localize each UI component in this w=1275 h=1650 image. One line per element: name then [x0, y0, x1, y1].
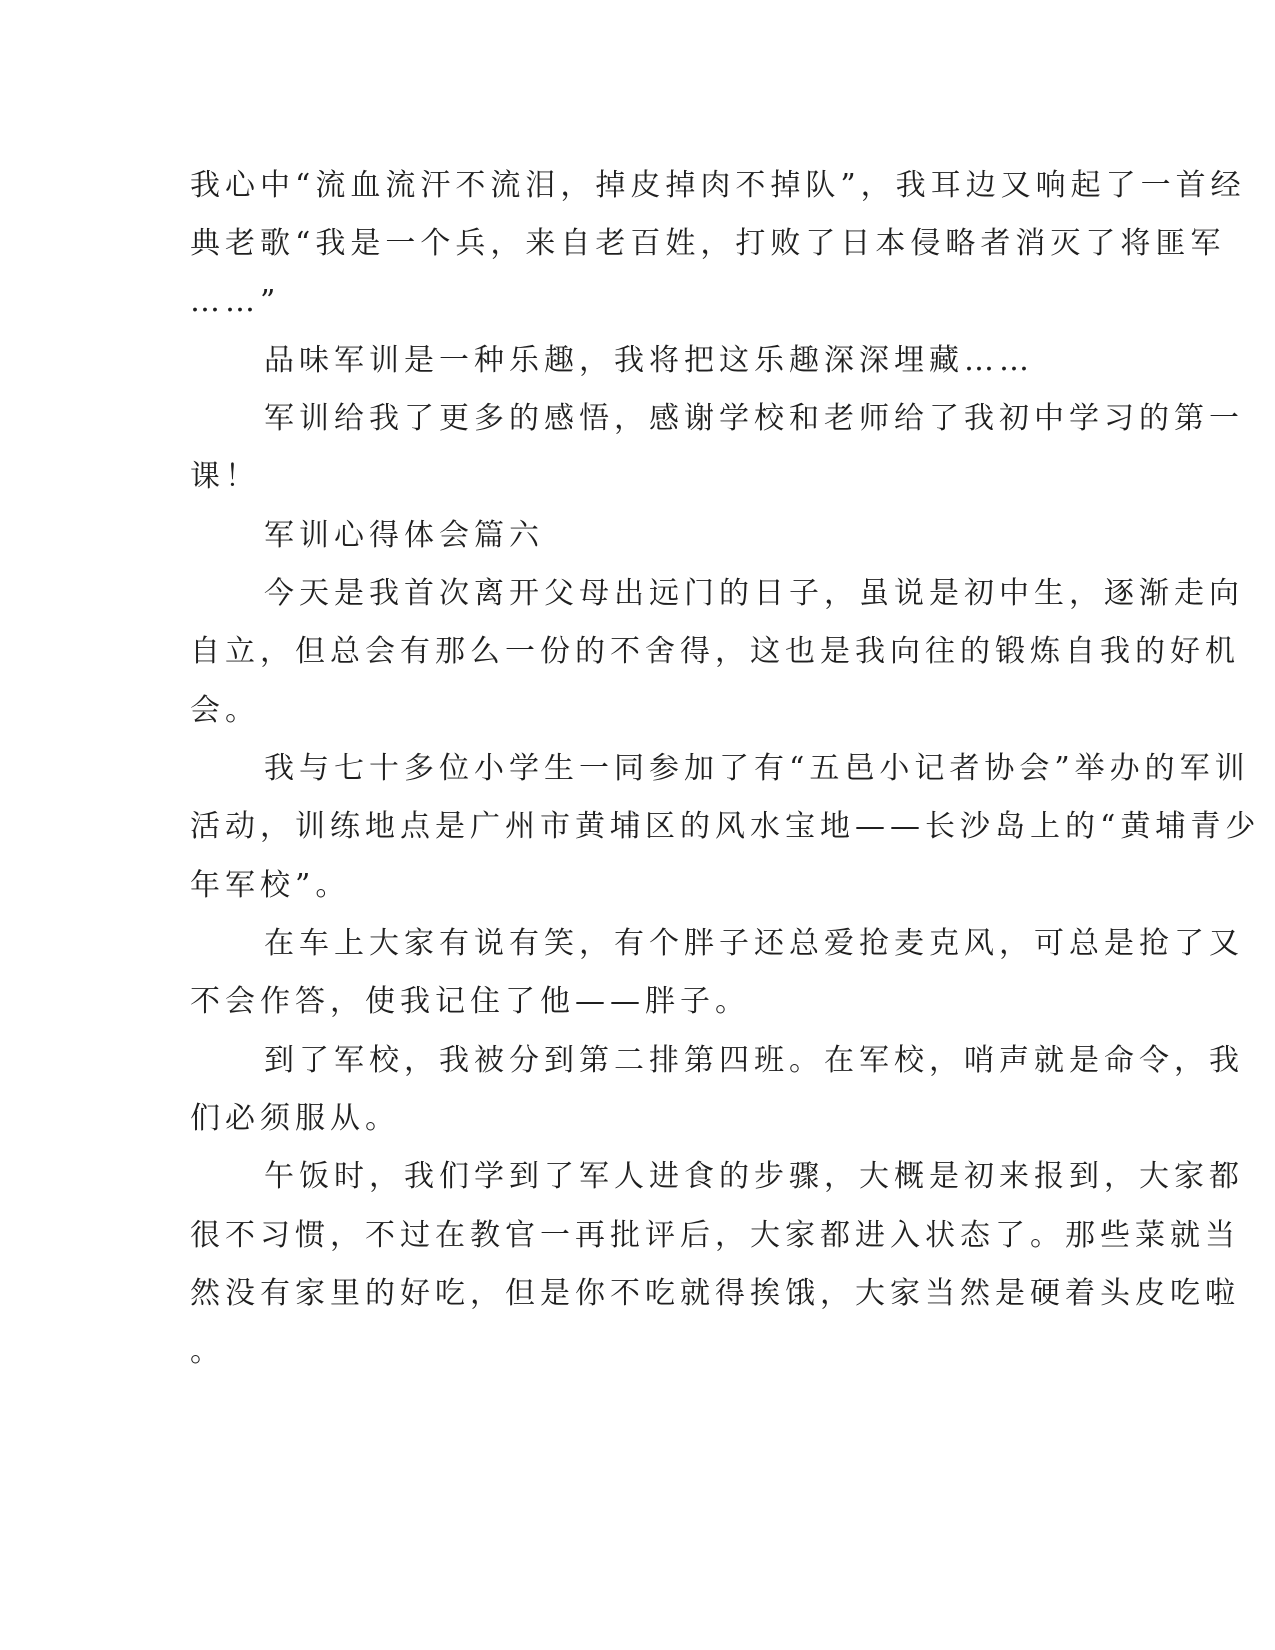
text-line: 自立，但总会有那么一份的不舍得，这也是我向往的锻炼自我的好机 [190, 634, 1240, 669]
section-heading: 军训心得体会篇六 [264, 518, 544, 553]
text-line: 典老歌“我是一个兵，来自老百姓，打败了日本侵略者消灭了将匪军 [190, 226, 1226, 261]
text-line: 到了军校，我被分到第二排第四班。在军校，哨声就是命令，我 [264, 1043, 1244, 1078]
text-line: 在车上大家有说有笑，有个胖子还总爱抢麦克风，可总是抢了又 [264, 926, 1244, 961]
text-line: 不会作答，使我记住了他——胖子。 [190, 984, 750, 1019]
text-line: 今天是我首次离开父母出远门的日子，虽说是初中生，逐渐走向 [264, 576, 1244, 611]
text-line: 军训给我了更多的感悟，感谢学校和老师给了我初中学习的第一 [264, 401, 1244, 436]
text-line: ……” [190, 284, 281, 319]
text-line: 们必须服从。 [190, 1101, 400, 1136]
text-line: 会。 [190, 693, 260, 728]
text-line: 课！ [190, 459, 260, 494]
text-line: 活动，训练地点是广州市黄埔区的风水宝地——长沙岛上的“黄埔青少 [190, 809, 1261, 844]
text-line: 我与七十多位小学生一同参加了有“五邑小记者协会”举办的军训 [264, 751, 1250, 786]
text-line: 年军校”。 [190, 868, 351, 903]
text-line: 我心中“流血流汗不流泪，掉皮掉肉不掉队”，我耳边又响起了一首经 [190, 168, 1246, 203]
text-line: 很不习惯，不过在教官一再批评后，大家都进入状态了。那些菜就当 [190, 1218, 1240, 1253]
text-line: 。 [190, 1334, 225, 1369]
text-line: 品味军训是一种乐趣，我将把这乐趣深深埋藏…… [264, 343, 1034, 378]
text-line: 然没有家里的好吃，但是你不吃就得挨饿，大家当然是硬着头皮吃啦 [190, 1276, 1240, 1311]
text-line: 午饭时，我们学到了军人进食的步骤，大概是初来报到，大家都 [264, 1159, 1244, 1194]
